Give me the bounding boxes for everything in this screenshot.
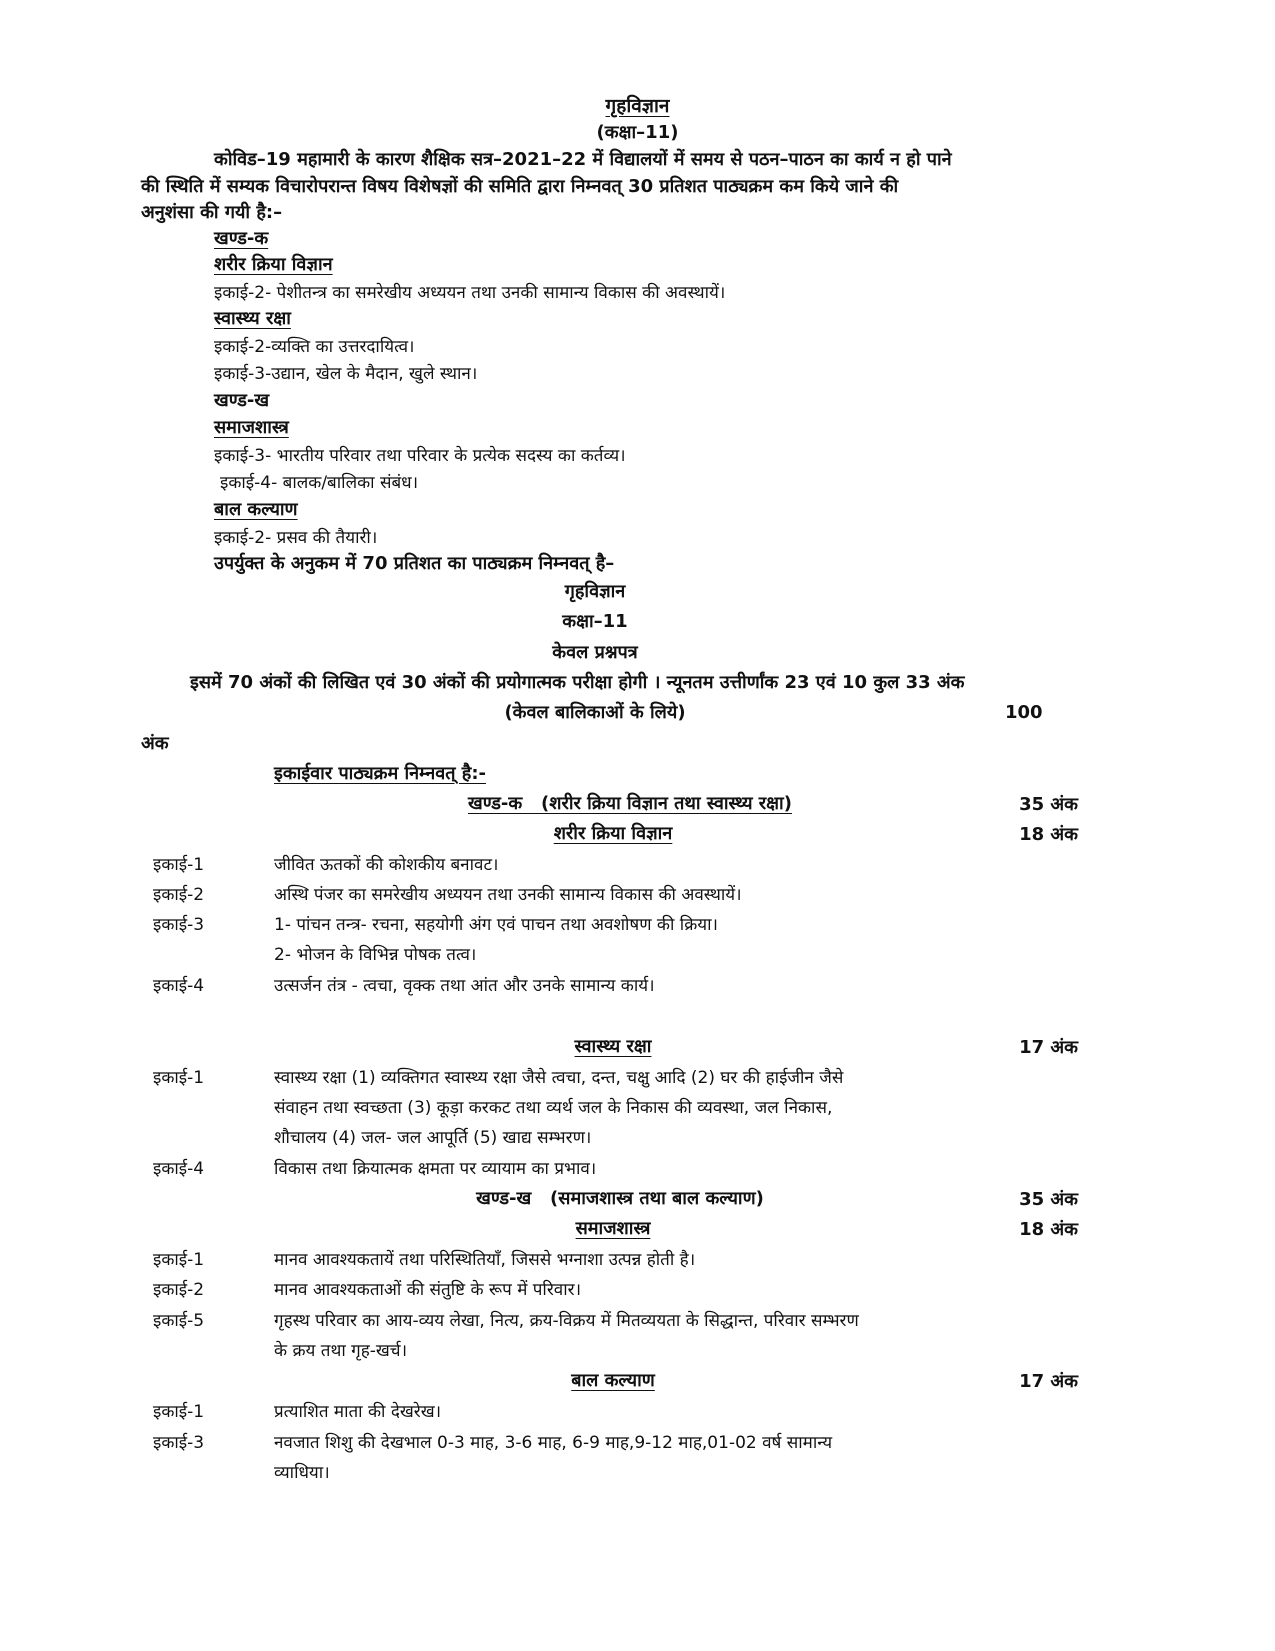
bal-unit-text-continued: व्याधिया। — [274, 1463, 330, 1483]
swasthya-unit1-line1: स्वास्थ्य रक्षा (1) व्यक्तिगत स्वास्थ्य रक्षा जैसे त्वचा, दन्त, चक्षु आदि (2) घर की हाईजीन जैसे — [274, 1068, 844, 1088]
sharir-unit-text: जीवित ऊतकों की कोशकीय बनावट। — [274, 855, 499, 875]
section-ka-title: खण्ड-क (शरीर क्रिया विज्ञान तथा स्वास्थ्य रक्षा) — [468, 793, 792, 814]
reduced-bal-heading: बाल कल्याण — [214, 499, 298, 520]
swasthya-unit4-text: विकास तथा क्रियात्मक क्षमता पर व्यायाम का प्रभाव। — [274, 1159, 597, 1179]
sharir-unit-label: इकाई-4 — [153, 976, 205, 996]
exam-info: इसमें 70 अंकों की लिखित एवं 30 अंकों की प्रयोगात्मक परीक्षा होगी । न्यूनतम उत्तीर्णांक 23 एवं 10 कुल 33 अंक — [190, 672, 965, 693]
reduced-sharir-heading: शरीर क्रिया विज्ञान — [214, 254, 333, 275]
syllabus-class: कक्षा–11 — [562, 611, 628, 632]
reduced-bal-item: इकाई-2- प्रसव की तैयारी। — [214, 528, 378, 548]
sharir-unit-text: अस्थि पंजर का समरेखीय अध्ययन तथा उनकी सामान्य विकास की अवस्थायें। — [274, 885, 742, 905]
girls-only-note: (केवल बालिकाओं के लिये) — [504, 702, 686, 723]
bal-unit-label: इकाई-1 — [153, 1402, 205, 1422]
swasthya-unit1-line2: संवाहन तथा स्वच्छता (3) कूड़ा करकट तथा व्यर्थ जल के निकास की व्यवस्था, जल निकास, — [274, 1098, 833, 1118]
samaj-title: समाजशास्त्र — [575, 1218, 651, 1239]
intro-line-1: कोविड–19 महामारी के कारण शैक्षिक सत्र–2021–22 में विद्यालयों में समय से पठन–पाठन का कार्य न हो पाने — [214, 149, 952, 170]
samaj-unit-text: मानव आवश्यकतायें तथा परिस्थितियाँ, जिससे भग्नाशा उत्पन्न होती है। — [274, 1250, 696, 1270]
sharir-unit-label: इकाई-2 — [153, 885, 205, 905]
samaj-marks: 18 अंक — [1019, 1219, 1078, 1240]
samaj-unit-label: इकाई-1 — [153, 1250, 205, 1270]
samaj-unit-label: इकाई-5 — [153, 1311, 205, 1331]
page-title: गृहविज्ञान — [605, 95, 670, 117]
syllabus-title: गृहविज्ञान — [564, 581, 626, 602]
swasthya-unit-label: इकाई-1 — [153, 1068, 205, 1088]
swasthya-title: स्वास्थ्य रक्षा — [574, 1036, 652, 1057]
intro-line-3: अनुशंसा की गयी है:– — [141, 202, 283, 223]
section-kha-marks: 35 अंक — [1019, 1189, 1078, 1210]
sharir-unit-label: इकाई-3 — [153, 915, 205, 935]
intro-line-2: की स्थिति में सम्यक विचारोपरान्त विषय विशेषज्ञों की समिति द्वारा निम्नवत् 30 प्रतिशत पाठ्यक्रम कम किये जाने की — [141, 176, 899, 197]
reduced-conclusion: उपर्युक्त के अनुकम में 70 प्रतिशत का पाठ्यक्रम निम्नवत् है– — [214, 553, 615, 574]
class-label: (कक्षा–11) — [596, 122, 679, 143]
sharir-unit-label: इकाई-1 — [153, 855, 205, 875]
reduced-samaj-heading: समाजशास्त्र — [214, 417, 289, 438]
bal-unit-label: इकाई-3 — [153, 1433, 205, 1453]
sharir-marks: 18 अंक — [1019, 824, 1078, 845]
ank-label: अंक — [141, 733, 169, 754]
samaj-unit-text-continued: के क्रय तथा गृह-खर्च। — [274, 1341, 408, 1361]
reduced-samaj-item-1: इकाई-3- भारतीय परिवार तथा परिवार के प्रत्येक सदस्य का कर्तव्य। — [214, 446, 626, 466]
reduced-swasthya-heading: स्वास्थ्य रक्षा — [214, 308, 291, 329]
bal-title: बाल कल्याण — [571, 1370, 655, 1391]
samaj-unit-label: इकाई-2 — [153, 1280, 205, 1300]
sharir-unit-text: 1- पांचन तन्त्र- रचना, सहयोगी अंग एवं पाचन तथा अवशोषण की क्रिया। — [274, 915, 718, 935]
total-marks: 100 — [1005, 702, 1043, 723]
swasthya-marks: 17 अंक — [1019, 1037, 1078, 1058]
swasthya-unit-label: इकाई-4 — [153, 1159, 205, 1179]
reduced-khand-ka: खण्ड-क — [214, 228, 269, 249]
samaj-unit-text: गृहस्थ परिवार का आय-व्यय लेखा, नित्य, क्रय-विक्रय में मितव्ययता के सिद्धान्त, परिवार सम्भरण — [274, 1311, 859, 1331]
reduced-sharir-item: इकाई-2- पेशीतन्त्र का समरेखीय अध्ययन तथा उनकी सामान्य विकास की अवस्थायें। — [214, 283, 726, 303]
reduced-swasthya-item-2: इकाई-3-उद्यान, खेल के मैदान, खुले स्थान। — [214, 364, 478, 384]
bal-unit-text: प्रत्याशित माता की देखरेख। — [274, 1402, 442, 1422]
reduced-swasthya-item-1: इकाई-2-व्यक्ति का उत्तरदायित्व। — [214, 337, 415, 357]
unitwise-heading: इकाईवार पाठ्यक्रम निम्नवत् है:- — [274, 763, 486, 784]
samaj-unit-text: मानव आवश्यकताओं की संतुष्टि के रूप में परिवार। — [274, 1280, 582, 1300]
sharir-unit-text: उत्सर्जन तंत्र - त्वचा, वृक्क तथा आंत और उनके सामान्य कार्य। — [274, 976, 655, 996]
reduced-khand-kha: खण्ड-ख — [214, 390, 270, 411]
sharir-title: शरीर क्रिया विज्ञान — [553, 823, 673, 844]
syllabus-paper: केवल प्रश्नपत्र — [552, 642, 638, 663]
swasthya-unit1-line3: शौचालय (4) जल- जल आपूर्ति (5) खाद्य सम्भरण। — [274, 1128, 592, 1148]
bal-marks: 17 अंक — [1019, 1371, 1078, 1392]
section-ka-marks: 35 अंक — [1019, 794, 1078, 815]
reduced-samaj-item-2: इकाई-4- बालक/बालिका संबंध। — [220, 473, 419, 493]
sharir-unit-text-continued: 2- भोजन के विभिन्न पोषक तत्व। — [274, 945, 477, 965]
section-kha-title: खण्ड-ख (समाजशास्त्र तथा बाल कल्याण) — [476, 1188, 764, 1209]
bal-unit-text: नवजात शिशु की देखभाल 0-3 माह, 3-6 माह, 6-9 माह,9-12 माह,01-02 वर्ष सामान्य — [274, 1433, 833, 1453]
